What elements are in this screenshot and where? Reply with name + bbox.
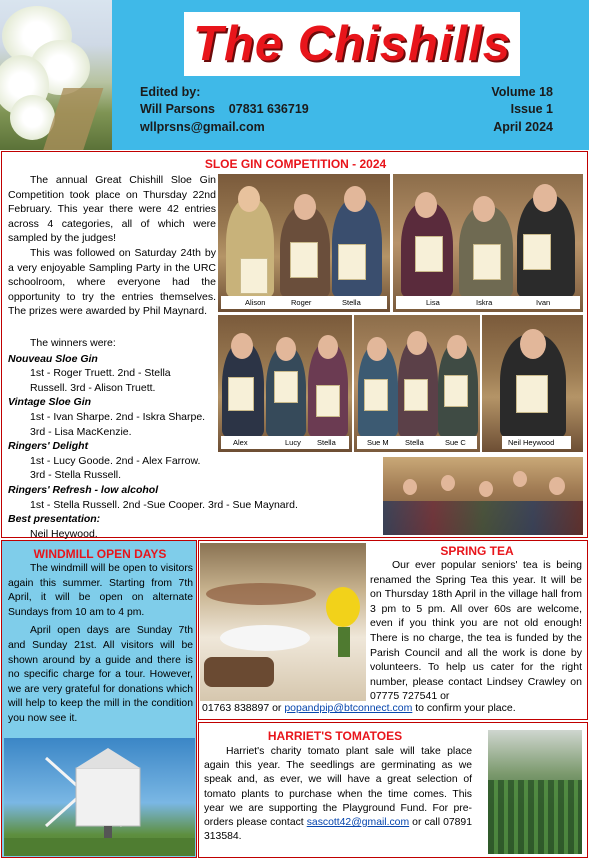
winner-line: Russell. 3rd - Alison Truett.	[30, 381, 156, 394]
newsletter-title: The Chishills	[193, 17, 511, 71]
issue-date: April 2024	[493, 120, 553, 134]
category-name: Best presentation:	[8, 513, 101, 526]
volume-number: Volume 18	[491, 85, 553, 99]
caption-name: Stella	[317, 438, 336, 447]
spring-tea-paragraph: Our ever popular seniors' tea is being renamed the Spring Tea this year. It will be on Thursday 18th April in the village hall from 3 pm to 5 pm. All over 60s are welcome, even if you think you are not old enough! There is no charge, the tea is funded by the Parish Council and all the work is done by volunteers. To help us cater for the right number, please contact Lindsey Crawley on 07775 727541 or	[370, 559, 582, 703]
edited-by-label: Edited by:	[140, 85, 201, 99]
winner-line: Neil Heywood.	[30, 527, 98, 540]
category-name: Ringers' Refresh - low alcohol	[8, 483, 159, 496]
harriet-title: HARRIET'S TOMATOES	[267, 729, 403, 743]
spring-tea-photo	[200, 543, 366, 701]
masthead-title-box	[184, 12, 520, 76]
photo-caption	[221, 296, 387, 309]
masthead	[0, 0, 589, 150]
winner-line: 1st - Roger Truett. 2nd - Stella	[30, 367, 171, 380]
winners-intro: The winners were:	[30, 337, 116, 349]
caption-name: Lucy	[285, 438, 301, 447]
spring-tea-title: SPRING TEA	[440, 544, 514, 558]
caption-name: Alison	[245, 298, 266, 307]
photo-caption	[221, 436, 349, 449]
photo-best-presentation	[482, 315, 583, 452]
harriet-paragraph	[204, 745, 472, 844]
windmill-photo	[4, 738, 195, 856]
winner-line: 3rd - Lisa MacKenzie.	[30, 425, 132, 438]
windmill-title: WINDMILL OPEN DAYS	[33, 547, 167, 561]
caption-name: Sue M	[367, 438, 389, 447]
caption-name: Roger	[291, 298, 312, 307]
category-name: Vintage Sloe Gin	[8, 396, 92, 409]
sloe-gin-paragraph-2: This was followed on Saturday 24th by a very enjoyable Sampling Party in the URC schoolroom, where everyone had the opportunity to try the entries themselves. The prizes were awarded by Phil Maynard.	[8, 246, 216, 318]
spring-tea-contact	[202, 701, 586, 716]
winner-line: 1st - Lucy Goode. 2nd - Alex Farrow.	[30, 454, 201, 467]
caption-name: Iskra	[476, 298, 493, 307]
photo-caption	[396, 296, 580, 309]
sloe-gin-intro	[8, 173, 216, 319]
category-name: Nouveau Sloe Gin	[8, 352, 98, 365]
photo-winners-ringers-refresh	[354, 315, 480, 452]
spring-tea-phone-text: 01763 838897 or	[202, 702, 285, 714]
caption-name: Lisa	[426, 298, 440, 307]
harriet-email-link[interactable]: sascott42@gmail.com	[306, 817, 410, 829]
caption-name: Alex	[233, 438, 248, 447]
windmill-paragraph-2: April open days are Sunday 7th and Sunday 21st. All visitors will be shown around by a guide and there is no specific charge for a tour. However, we are very grateful for donations which will help to keep the mill in the condition you now see it.	[8, 625, 193, 724]
caption-name: Stella	[405, 438, 424, 447]
windmill-paragraph-1: The windmill will be open to visitors again this summer. Starting from 7th April, it will be open on alternate Sundays from 10 am to 4 pm.	[8, 563, 193, 618]
winner-line: 1st - Stella Russell. 2nd -Sue Cooper. 3rd - Sue Maynard.	[30, 498, 298, 511]
caption-name: Stella	[342, 298, 361, 307]
sloe-gin-paragraph-1: The annual Great Chishill Sloe Gin Competition took place on Thursday 22nd February. This year there were 42 entries across 4 categories, all of which were sampled by the judges!	[8, 174, 216, 245]
issue-number: Issue 1	[510, 102, 553, 116]
sloe-gin-title: SLOE GIN COMPETITION - 2024	[204, 157, 387, 171]
winner-line: 1st - Ivan Sharpe. 2nd - Iskra Sharpe.	[30, 410, 206, 423]
caption-name: Sue C	[445, 438, 466, 447]
photo-winners-nouveau	[218, 174, 390, 312]
editor-name-phone: Will Parsons 07831 636719	[140, 102, 309, 116]
caption-name: Neil Heywood	[508, 438, 555, 447]
winner-line: 3rd - Stella Russell.	[30, 469, 122, 482]
windmill-text	[8, 562, 193, 727]
tomato-seedlings-photo	[488, 730, 582, 854]
photo-caption	[502, 436, 571, 449]
blossom-hedge-photo	[0, 0, 112, 150]
windmill-illustration	[4, 738, 195, 856]
photo-sampling-party	[383, 457, 583, 535]
category-name: Ringers' Delight	[8, 440, 89, 453]
spring-tea-confirm-text: to confirm your place.	[412, 702, 516, 714]
spring-tea-email-link[interactable]: popandpip@btconnect.com	[284, 702, 413, 714]
harriet-text: Harriet's charity tomato plant sale will take place again this year. The seedlings are germinating as we speak and, as ever, we will have a great selection of tomato plants to purchase when the time comes. This year we are supporting the Playground Fund. For pre-orders please contact	[204, 746, 472, 829]
harriet-phone-text: or call 07891 313584.	[204, 817, 472, 843]
editor-email: wllprsns@gmail.com	[140, 120, 265, 134]
photo-winners-ringers-delight	[218, 315, 352, 452]
photo-caption	[357, 436, 477, 449]
photo-winners-vintage	[393, 174, 583, 312]
caption-name: Ivan	[536, 298, 551, 307]
